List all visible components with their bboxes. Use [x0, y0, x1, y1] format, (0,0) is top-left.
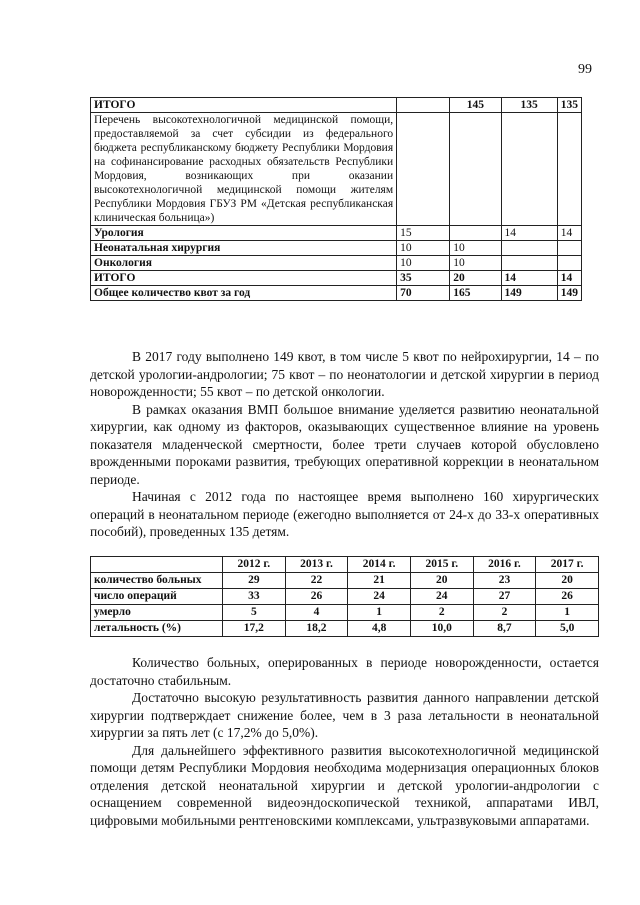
row-label: число операций [91, 589, 223, 605]
table-row [91, 98, 582, 113]
paragraph: Для дальнейшего эффективного развития высокотехнологичной медицинской помощи детям Республики Мордовия необходима модернизация операционных блоков отделения детской неонатальной хирургии и детской урологии-андрологии с оснащением современной видеоэндоскопической техникой, аппаратами ИВЛ, цифровыми мобильными рентгеновскими комплексами, ультразвуковыми аппаратами. [90, 742, 599, 828]
row-label: Онкология [91, 256, 397, 271]
cell: 24 [410, 589, 473, 605]
cell: 24 [348, 589, 411, 605]
table-row [91, 286, 582, 301]
cell: 10 [397, 241, 450, 256]
cell [557, 256, 581, 271]
table-row [91, 226, 582, 241]
cell: 149 [501, 286, 557, 301]
cell: 1 [536, 605, 599, 621]
cell: 4 [285, 605, 348, 621]
cell: 145 [450, 98, 501, 113]
paragraph: В рамках оказания ВМП большое внимание уделяется развитию неонатальной хирургии, как одному из факторов, оказывающих существенное влияние на уровень показателя младенческой смертности, более трети случаев которой обусловлено врожденными пороками развития, требующих оперативной коррекции в неонатальном периоде. [90, 401, 599, 487]
cell: 10 [450, 256, 501, 271]
cell: 26 [285, 589, 348, 605]
quota-table [90, 97, 582, 301]
cell: 26 [536, 589, 599, 605]
year-header: 2015 г. [410, 557, 473, 573]
cell [397, 113, 450, 226]
table-row [91, 241, 582, 256]
cell [501, 241, 557, 256]
row-label: Общее количество квот за год [91, 286, 397, 301]
table-row [91, 256, 582, 271]
cell: 17,2 [223, 621, 286, 637]
table-row [91, 621, 599, 637]
cell: 15 [397, 226, 450, 241]
table-row [91, 573, 599, 589]
cell: 14 [501, 226, 557, 241]
cell: 35 [397, 271, 450, 286]
table-header-row [91, 557, 599, 573]
row-label: Урология [91, 226, 397, 241]
row-label: ИТОГО [91, 271, 397, 286]
cell: 14 [557, 271, 581, 286]
cell: 29 [223, 573, 286, 589]
cell: 135 [557, 98, 581, 113]
cell: 10,0 [410, 621, 473, 637]
cell: 70 [397, 286, 450, 301]
row-label: ИТОГО [91, 98, 397, 113]
table-row [91, 113, 582, 226]
cell: 2 [410, 605, 473, 621]
cell: 10 [450, 241, 501, 256]
table-row [91, 271, 582, 286]
cell: 135 [501, 98, 557, 113]
row-label: Перечень высокотехнологичной медицинской помощи, предоставляемой за счет субсидии из федерального бюджета республиканскому бюджету Республики Мордовия на софинансирование расходных обязательств Республики Мордовия, возникающих при оказании высокотехнологичной медицинской помощи жителям Республики Мордовия ГБУЗ РМ «Детская республиканская клиническая больница») [91, 113, 397, 226]
cell: 4,8 [348, 621, 411, 637]
cell: 27 [473, 589, 536, 605]
cell: 20 [450, 271, 501, 286]
cell [557, 113, 581, 226]
header-empty [91, 557, 223, 573]
cell: 20 [410, 573, 473, 589]
row-label: летальность (%) [91, 621, 223, 637]
row-label: Неонатальная хирургия [91, 241, 397, 256]
cell: 165 [450, 286, 501, 301]
text-block-1 [90, 348, 599, 541]
year-header: 2012 г. [223, 557, 286, 573]
cell: 5,0 [536, 621, 599, 637]
neonatal-surgery-table [90, 556, 599, 637]
year-header: 2016 г. [473, 557, 536, 573]
cell [450, 226, 501, 241]
paragraph: Количество больных, оперированных в периоде новорожденности, остается достаточно стабильным. [90, 655, 599, 688]
paragraph: Начиная с 2012 года по настоящее время выполнено 160 хирургических операций в неонатальном периоде (ежегодно выполняется от 24-х до 33-х оперативных пособий), проведенных 135 детям. [90, 489, 599, 539]
cell: 22 [285, 573, 348, 589]
year-header: 2017 г. [536, 557, 599, 573]
paragraph: В 2017 году выполнено 149 квот, в том числе 5 квот по нейрохирургии, 14 – по детской урологии-андрологии; 75 квот – по неонатологии и детской хирургии в период новорожденности; 55 квот – по детской онкологии. [90, 349, 599, 399]
cell [450, 113, 501, 226]
cell: 2 [473, 605, 536, 621]
cell: 23 [473, 573, 536, 589]
cell: 14 [557, 226, 581, 241]
cell: 14 [501, 271, 557, 286]
cell: 10 [397, 256, 450, 271]
cell: 20 [536, 573, 599, 589]
table-row [91, 589, 599, 605]
row-label: умерло [91, 605, 223, 621]
cell [397, 98, 450, 113]
cell [501, 256, 557, 271]
cell: 149 [557, 286, 581, 301]
cell [557, 241, 581, 256]
cell: 18,2 [285, 621, 348, 637]
paragraph: Достаточно высокую результативность развития данного направлении детской хирургии подтверждает снижение более, чем в 3 раза летальности в неонатальной хирургии за пять лет (с 17,2% до 5,0%). [90, 690, 599, 740]
cell: 8,7 [473, 621, 536, 637]
text-block-2 [90, 654, 599, 829]
cell: 5 [223, 605, 286, 621]
cell: 1 [348, 605, 411, 621]
table-row [91, 605, 599, 621]
cell: 21 [348, 573, 411, 589]
year-header: 2014 г. [348, 557, 411, 573]
year-header: 2013 г. [285, 557, 348, 573]
cell [501, 113, 557, 226]
row-label: количество больных [91, 573, 223, 589]
cell: 33 [223, 589, 286, 605]
page-number: 99 [578, 62, 592, 77]
